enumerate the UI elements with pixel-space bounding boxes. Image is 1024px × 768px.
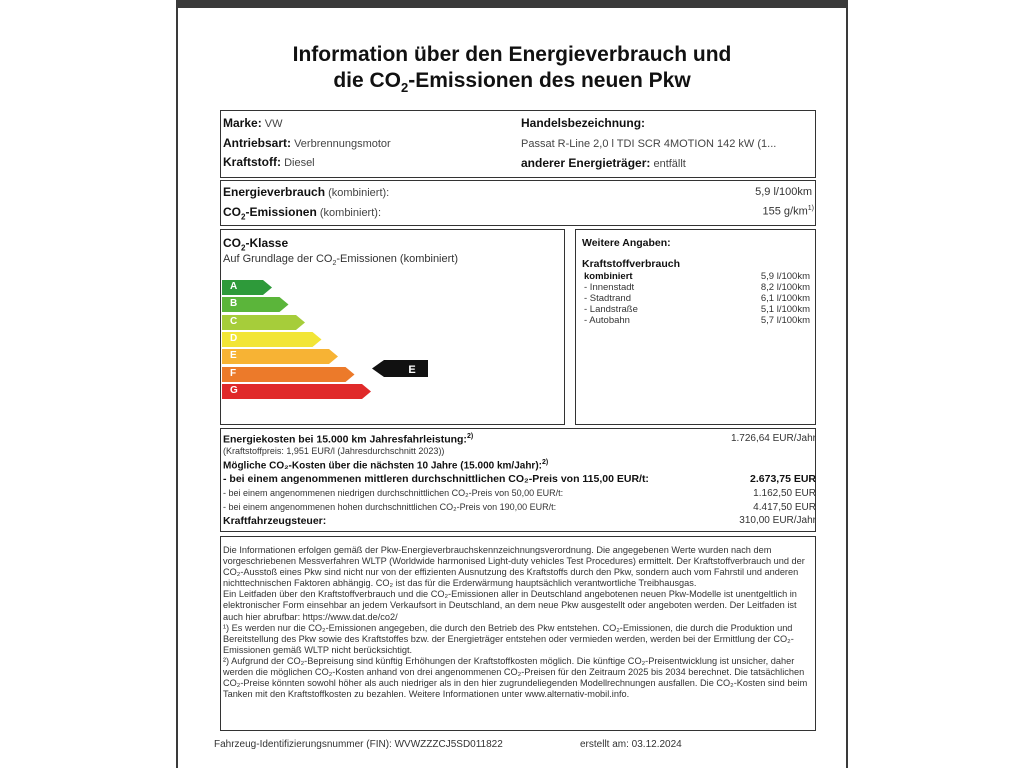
- antrieb-label: Antriebsart:: [223, 136, 292, 150]
- co2-class-sub-pre: Auf Grundlage der CO: [223, 253, 333, 265]
- handel-label: Handelsbezeichnung:: [521, 116, 646, 130]
- further-subheading: Kraftstoffverbrauch: [582, 258, 681, 270]
- mittel-value: 2.673,75 EUR: [750, 473, 816, 485]
- energiekosten-footnote: 2): [466, 433, 474, 440]
- consumption-row-value: 8,2 l/100km: [760, 282, 810, 293]
- consumption-row-value: 5,7 l/100km: [760, 315, 810, 326]
- co2-class-arrow-g: [222, 384, 371, 399]
- erstellt-line: erstellt am: 03.12.2024: [580, 739, 682, 750]
- class-letter: G: [230, 384, 238, 396]
- co2-class-heading-sub: 2: [241, 243, 246, 253]
- co2-class-arrow-a: [222, 280, 272, 295]
- title-line-1: Information über den Energieverbrauch und: [292, 43, 732, 66]
- marke-value: VW: [264, 118, 283, 130]
- class-letter: A: [230, 281, 238, 292]
- energiekosten-row: [223, 433, 473, 446]
- kraftstoff-row: [223, 155, 315, 169]
- current-class-indicator: [372, 360, 428, 377]
- co2-kosten-label: Mögliche CO₂-Kosten über die nächsten 10 Jahre (15.000 km/Jahr):: [223, 460, 542, 472]
- co2-label-co: CO: [223, 205, 241, 219]
- fin-line: Fahrzeug-Identifizierungsnummer (FIN): WVWZZZCJ5SD011822: [214, 739, 503, 750]
- consumption-row-label: - Innenstadt: [584, 282, 635, 293]
- co2-class-arrow-f: [222, 367, 355, 382]
- marke-label: Marke:: [223, 116, 262, 130]
- current-class-arrow-icon: [372, 360, 428, 377]
- co2-class-arrow-e: [222, 349, 338, 364]
- title-rest: -Emissionen des neuen Pkw: [408, 69, 691, 92]
- mittel-label: - bei einem angenommenen mittleren durchschnittlichen CO₂-Preis von 115,00 EUR/t:: [223, 473, 649, 485]
- antrieb-value: Verbrennungsmotor: [294, 138, 391, 150]
- consumption-row-value: 5,9 l/100km: [760, 271, 810, 282]
- co2-row: [223, 205, 381, 221]
- handel-label-row: [521, 116, 645, 130]
- co2-class-heading: [223, 236, 288, 252]
- top-edge: [176, 0, 848, 8]
- class-arrow-shape-icon: [222, 349, 338, 364]
- note-paragraph-3: ¹) Es werden nur die CO₂-Emissionen angegeben, die durch den Betrieb des Pkw entstehen. CO₂-Emissionen, die durch die Produktion und Bereitstellung des Pkw sowie des Kraftstoffes bzw. der Energieträger entstehen oder vermieden werden, werden bei der Ermittlung der CO₂-Emissionen gemäß WLTP nicht berücksichtigt.: [223, 622, 794, 655]
- energie-row: [223, 185, 389, 199]
- consumption-row-label: - Autobahn: [584, 315, 630, 326]
- class-letter: B: [230, 298, 238, 310]
- consumption-row-label: - Landstraße: [584, 304, 638, 315]
- note-paragraph-2: Ein Leitfaden über den Kraftstoffverbrauch und die CO₂-Emissionen aller in Deutschland angebotenen neuen Pkw-Modelle ist unentgeltlich in elektronischer Form einsehbar an jedem Verkaufsort in Deutschland, an dem neue Pkw ausgestellt oder angeboten werden. Der Leitfaden ist auch hier abrufbar: https://www.dat.de/co2/: [223, 589, 797, 622]
- energiekosten-value: 1.726,64 EUR/Jahr: [730, 433, 816, 444]
- co2-suffix: (kombiniert):: [319, 207, 381, 219]
- note-paragraph-1: Die Informationen erfolgen gemäß der Pkw-Energieverbrauchskennzeichnungsverordnung. Die angegebenen Werte wurden nach dem vorgeschriebenen Messverfahren WLTP (Worldwide harmonised Light-duty vehicles Test Procedures) ermittelt. Der Kraftstoffverbrauch und der CO₂-Ausstoß eines Pkw sind nicht nur von der effizienten Ausnutzung des Kraftstoffs durch den Pkw, sondern auch vom Fahrstil und anderen nichttechnischen Faktoren abhängig. CO₂ ist das für die Erderwärmung hauptsächlich verantwortliche Treibhausgas.: [223, 545, 805, 589]
- co2-kosten-footnote: 2): [541, 459, 549, 466]
- co2-class-arrow-b: [222, 297, 289, 312]
- current-class-letter: E: [408, 364, 416, 376]
- handel-value-row: [521, 138, 776, 150]
- kraftstoffpreis-line: (Kraftstoffpreis: 1,951 EUR/l (Jahresdurchschnitt 2023)): [223, 446, 445, 456]
- co2-class-heading-co: CO: [223, 236, 241, 250]
- left-margin: [0, 0, 176, 768]
- further-heading: Weitere Angaben:: [582, 237, 671, 249]
- anderer-label: anderer Energieträger:: [521, 156, 651, 170]
- hoch-value: 4.417,50 EUR: [753, 502, 816, 513]
- anderer-row: [521, 156, 686, 170]
- marke-row: [223, 116, 282, 130]
- note-paragraph-4: ²) Aufgrund der CO₂-Bepreisung sind künftig Erhöhungen der Kraftstoffkosten möglich. Die künftige CO₂-Preisentwicklung ist unsicher, daher werden die möglichen CO₂-Kosten anhand von drei angenommenen CO₂-Preisen für den Zeitraum 2025 bis 2034 berechnet. Die tatsächlichen CO₂-Preise könnten sowohl höher als auch niedriger als in den hier zugrundeliegenden Modellrechnungen ausfallen. Die CO₂-Kosten sind beim Tanken mit den Kraftstoffkosten zu bezahlen. Weitere Informationen unter www.alternativ-mobil.info.: [223, 655, 808, 700]
- energie-label: Energieverbrauch: [223, 185, 326, 199]
- energie-value: 5,9 l/100km: [755, 186, 812, 198]
- co2-class-sub-sub: 2: [332, 260, 337, 268]
- consumption-row-value: 5,1 l/100km: [760, 304, 810, 315]
- legal-notes-text: [223, 545, 813, 700]
- co2-label-rest: -Emissionen: [245, 205, 317, 219]
- document-title: [176, 42, 848, 101]
- title-line-2: [176, 68, 848, 101]
- energie-suffix: (kombiniert):: [328, 187, 390, 199]
- niedrig-value: 1.162,50 EUR: [753, 488, 816, 499]
- co2-value-wrap: [763, 205, 814, 218]
- class-letter: E: [230, 350, 237, 362]
- title-co2-sub: 2: [401, 80, 409, 96]
- co2-footnote-mark: 1): [807, 205, 814, 212]
- co2-label-sub: 2: [241, 212, 246, 222]
- handel-value: Passat R-Line 2,0 l TDI SCR 4MOTION 142 kW (1...: [521, 138, 777, 150]
- co2-class-heading-rest: -Klasse: [245, 236, 289, 250]
- anderer-value: entfällt: [653, 158, 686, 170]
- kraftstoff-label: Kraftstoff:: [223, 155, 281, 169]
- class-letter: C: [230, 315, 238, 327]
- antrieb-row: [223, 136, 391, 150]
- title-co: die CO: [333, 69, 402, 92]
- right-margin: [848, 0, 1024, 768]
- co2-class-sub-post: -Emissionen (kombiniert): [336, 253, 459, 265]
- class-letter: F: [230, 367, 237, 379]
- kraftstoff-value: Diesel: [284, 157, 315, 169]
- kfz-steuer-label: Kraftfahrzeugsteuer:: [223, 515, 327, 527]
- co2-kosten-row: [223, 459, 548, 471]
- co2-class-subheading: [223, 253, 458, 267]
- class-letter: D: [230, 332, 238, 344]
- hoch-label: - bei einem angenommenen hohen durchschnittlichen CO₂-Preis von 190,00 EUR/t:: [223, 502, 557, 512]
- co2-class-arrow-d: [222, 332, 322, 347]
- class-arrow-shape-icon: [222, 367, 355, 382]
- co2-value: 155 g/km: [762, 205, 808, 218]
- kfz-steuer-value: 310,00 EUR/Jahr: [739, 515, 816, 526]
- consumption-row-label: - Stadtrand: [584, 293, 631, 304]
- consumption-row-label: kombiniert: [584, 271, 633, 282]
- co2-class-arrow-c: [222, 315, 305, 330]
- energiekosten-label: Energiekosten bei 15.000 km Jahresfahrleistung:: [223, 433, 467, 446]
- niedrig-label: - bei einem angenommenen niedrigen durchschnittlichen CO₂-Preis von 50,00 EUR/t:: [223, 488, 564, 498]
- class-arrow-shape-icon: [222, 384, 371, 399]
- consumption-row-value: 6,1 l/100km: [760, 293, 810, 304]
